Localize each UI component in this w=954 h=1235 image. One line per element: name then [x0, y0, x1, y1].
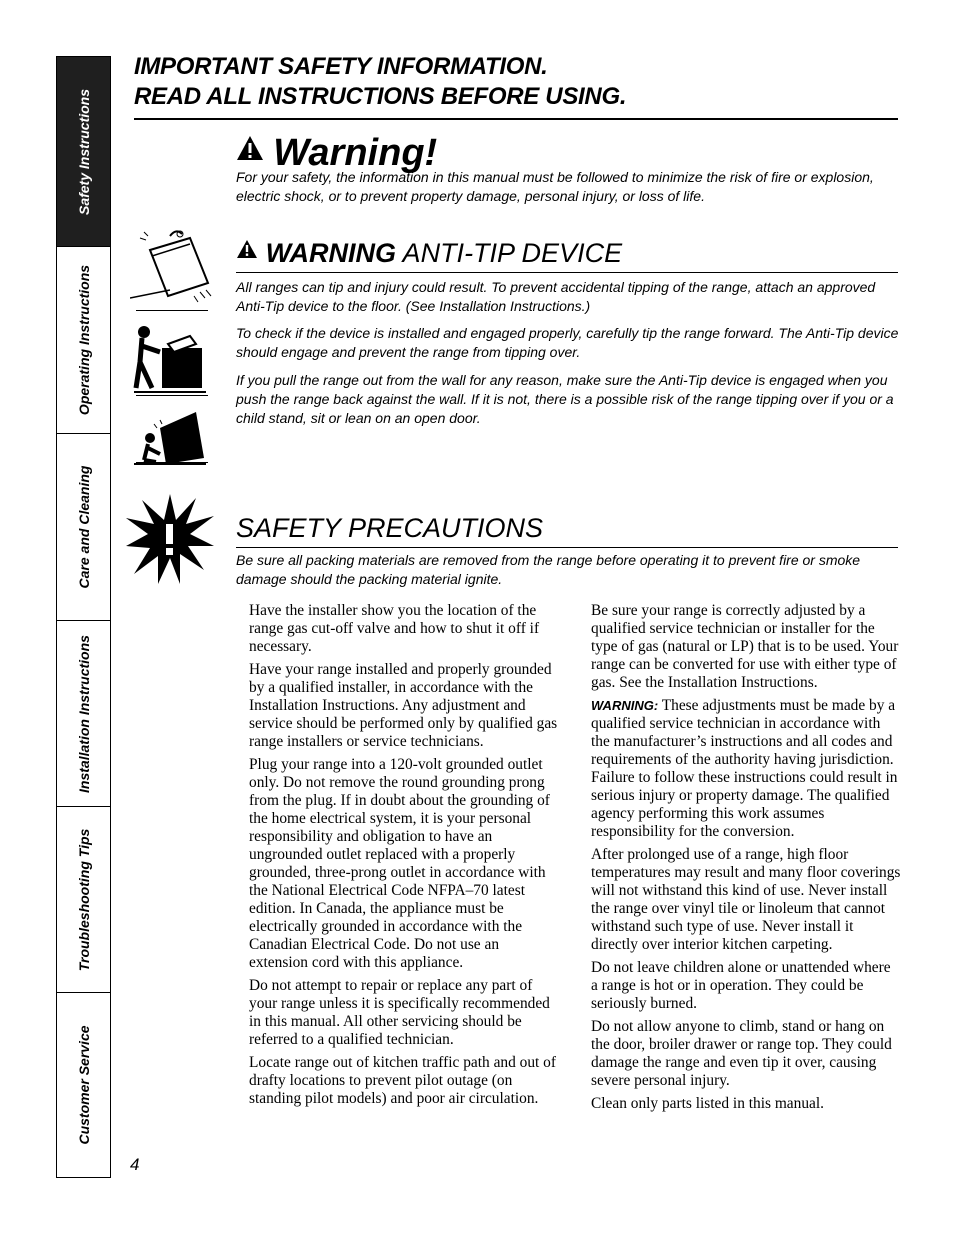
precaution-item: Plug your range into a 120-volt grounded outlet only. Do not remove the round grounding prong from the plug. If in doubt about the grounding of the home electrical system, it is your personal responsibility and obligation to have an ungrounded outlet replaced with a properly grounded, three-prong outlet in accordance with the National Electrical Code NFPA–70 latest edition. In Canada, the appliance must be electrically grounded in accordance with the Canadian Electrical Code. Do not use an extension cord with this appliance.: [249, 756, 550, 971]
illus-divider: [136, 310, 208, 311]
warning-label: WARNING:: [591, 698, 659, 713]
precaution-item: Locate range out of kitchen traffic path and out of drafty locations to prevent pilot outage (on standing pilot models) and poor air circulation.: [249, 1054, 556, 1107]
tab-safety-instructions[interactable]: [57, 57, 110, 247]
page-header: [134, 52, 898, 120]
tab-customer-service[interactable]: [57, 993, 110, 1177]
precaution-item: Do not leave children alone or unattended where a range is hot or in operation. They could be seriously burned.: [591, 959, 891, 1012]
warning-title-text: Warning!: [273, 132, 438, 174]
safety-precautions-title: SAFETY PRECAUTIONS: [236, 513, 544, 543]
antitip-heading-bold: WARNING: [265, 238, 397, 268]
tab-operating-instructions[interactable]: [57, 247, 110, 434]
child-on-door-illustration: [130, 322, 210, 396]
warning-triangle-icon: [236, 242, 264, 264]
precaution-item: Have the installer show you the location of the range gas cut-off valve and how to shut it off if necessary.: [249, 602, 540, 655]
warning-triangle-icon: [236, 137, 271, 167]
safety-precautions-intro: Be sure all packing materials are removed from the range before operating it to prevent fire or smoke damage should the packing material ignite.: [236, 552, 861, 587]
tab-care-and-cleaning[interactable]: [57, 434, 110, 621]
antitip-heading: [236, 236, 898, 273]
precautions-column-right: [591, 602, 901, 1118]
tab-label: Safety Instructions: [75, 88, 92, 215]
precaution-warning-item: [591, 697, 901, 841]
antitip-paragraph: If you pull the range out from the wall for any reason, make sure the Anti-Tip device is engaged when you push the range back against the wall. If it is not, there is a possible risk of the range tipping over if you or a child stand, sit or lean on an open door.: [236, 372, 894, 426]
tab-label: Installation Instructions: [75, 634, 92, 793]
tab-troubleshooting-tips[interactable]: [57, 807, 110, 993]
tab-label: Troubleshooting Tips: [75, 828, 92, 971]
antitip-paragraph: All ranges can tip and injury could result. To prevent accidental tipping of the range, attach an approved Anti-Tip device to the floor. (See Installation Instructions.): [236, 279, 876, 314]
side-tab-nav: [56, 56, 111, 1178]
header-line-2: READ ALL INSTRUCTIONS BEFORE USING.: [134, 83, 627, 110]
safety-precautions-heading: [236, 511, 898, 548]
precaution-item: Do not attempt to repair or replace any part of your range unless it is specifically recommended in this manual. All other servicing should be referred to a qualified technician.: [249, 977, 550, 1048]
precaution-item: Clean only parts listed in this manual.: [591, 1095, 824, 1112]
page-number: 4: [130, 1155, 140, 1174]
explosion-burst-icon: [124, 490, 216, 588]
tab-label: Care and Cleaning: [75, 465, 92, 589]
tab-label: Customer Service: [75, 1025, 92, 1145]
antitip-heading-rest: ANTI-TIP DEVICE: [396, 238, 623, 268]
precaution-item: Have your range installed and properly grounded by a qualified installer, in accordance with the Installation Instructions. Any adjustment and service should be performed only by qualified gas range installers or service technicians.: [249, 661, 558, 750]
illus-divider: [136, 395, 208, 396]
illus-divider: [136, 462, 208, 463]
header-line-1: IMPORTANT SAFETY INFORMATION.: [134, 53, 548, 80]
antitip-paragraph: To check if the device is installed and engaged properly, carefully tip the range forward. The Anti-Tip device should engage and prevent the range from tipping over.: [236, 325, 899, 360]
precaution-item: Do not allow anyone to climb, stand or hang on the door, broiler drawer or range top. They could damage the range and even tip it over, causing severe personal injury.: [591, 1018, 892, 1089]
warning-text: These adjustments must be made by a qualified service technician in accordance with the manufacturer’s instructions and all codes and requirements of the authority having jurisdiction. Failure to follow these instructions could result in serious injury or property damage. The qualified agency performing this work assumes responsibility for the conversion.: [591, 697, 898, 840]
child-climbing-illustration: [130, 408, 210, 468]
tipping-range-illustration: [130, 228, 220, 308]
tab-label: Operating Instructions: [75, 264, 92, 416]
warning-body: For your safety, the information in this manual must be followed to minimize the risk of fire or explosion, electric shock, or to prevent property damage, personal injury, or loss of life.: [236, 169, 874, 204]
precautions-column-left: [249, 602, 559, 1113]
tab-installation-instructions[interactable]: [57, 621, 110, 807]
precaution-item: After prolonged use of a range, high floor temperatures may result and many floor coverings will not withstand this kind of use. Never install the range over vinyl tile or linoleum that cannot withstand such type of use. Never install it directly over interior kitchen carpeting.: [591, 846, 901, 953]
precaution-item: Be sure your range is correctly adjusted by a qualified service technician or installer for the type of gas (natural or LP) that is to be used. Your range can be converted for use with either type of gas. See the Installation Instructions.: [591, 602, 899, 691]
